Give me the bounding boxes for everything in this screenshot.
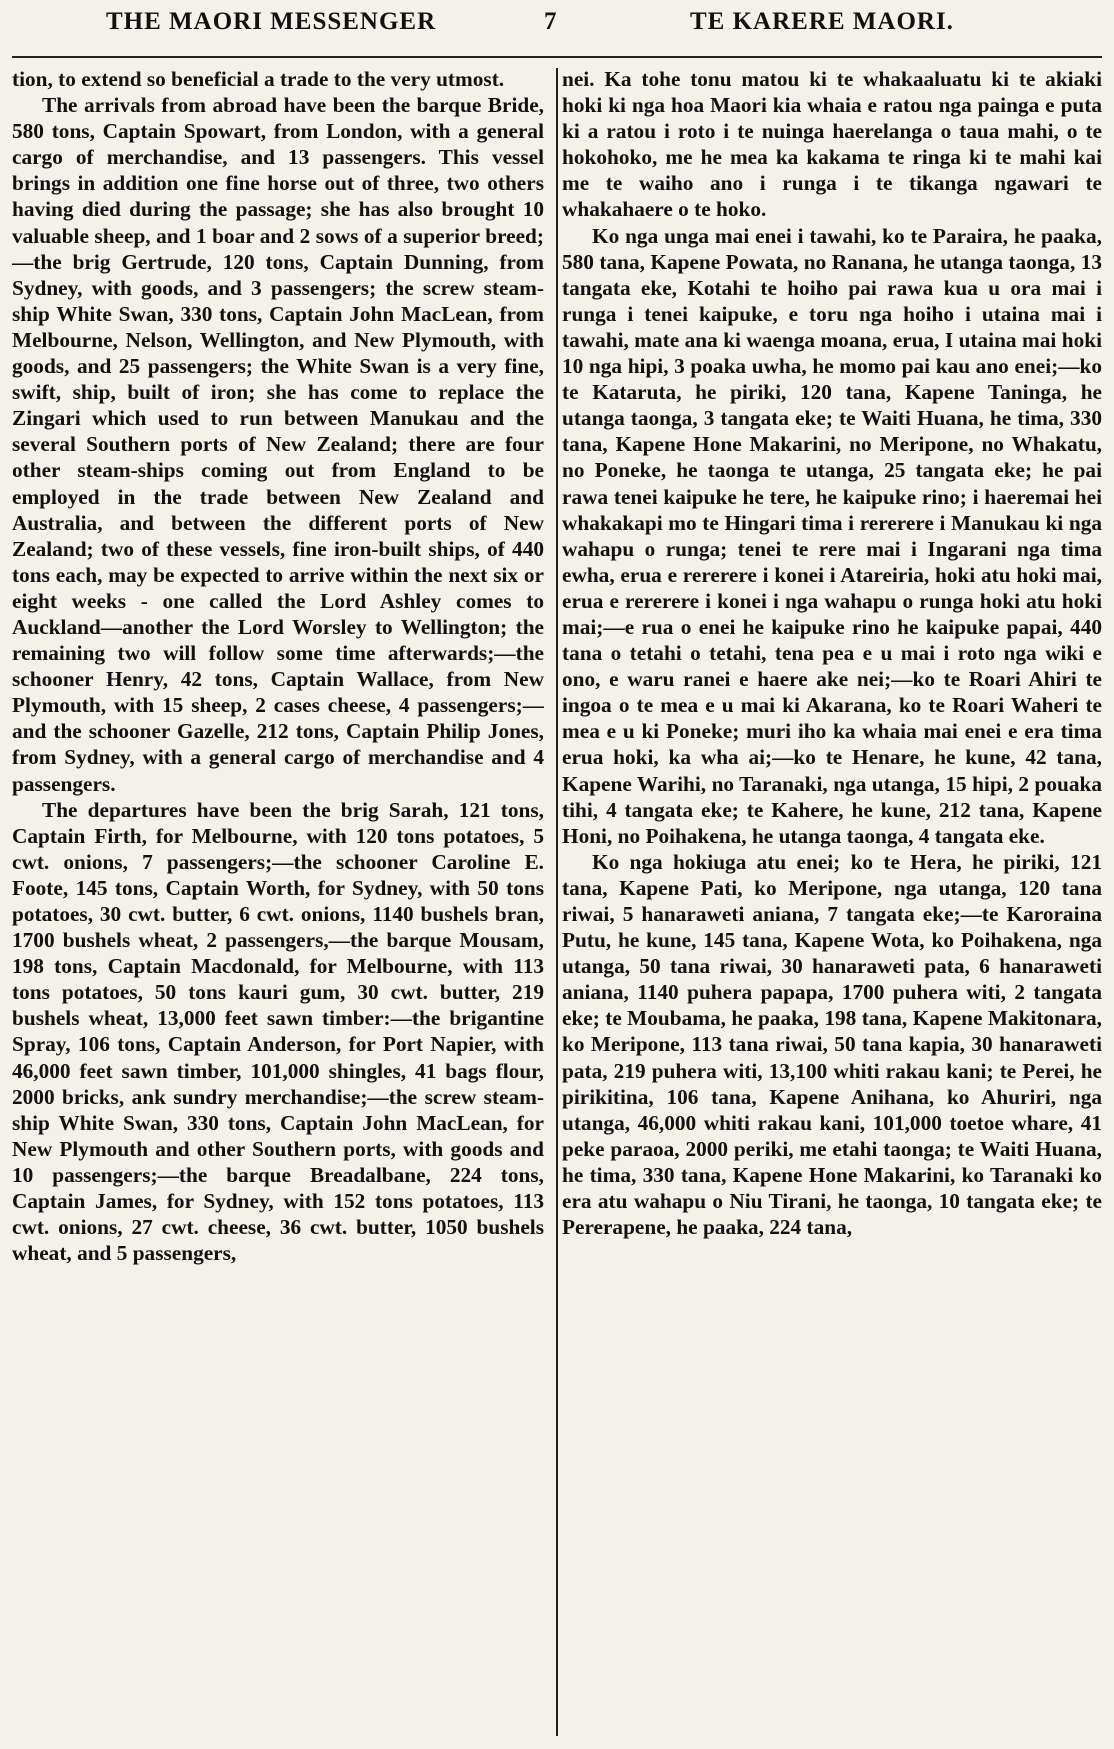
page-number: 7 xyxy=(544,8,558,35)
maori-column xyxy=(562,66,1102,1746)
maori-paragraph-arrivals: Ko nga unga mai enei i tawahi, ko te Paraira, he paaka, 580 tana, Kapene Powata, no Ranana, he utanga taonga, 13 tangata eke, Kotahi te hoiho pai rawa kua u ora mai i runga i tenei kaipuke, e toru nga hoiho i utaina mai i tawahi, mate ana ki waenga moana, erua, I utaina mai hoki 10 nga hipi, 3 poaka uwha, he momo pai kau ano enei;—ko te Kataruta, he piriki, 120 tana, Kapene Taninga, he utanga taonga, 3 tangata eke; te Waiti Huana, he tima, 330 tana, Kapene Hone Makarini, no Meripone, no Whakatu, no Poneke, he taonga te utanga, 25 tangata eke; he pai rawa tenei kaipuke he tere, he kaipuke rino; i haeremai hei whakakapi mo te Hingari tima i rererere i Manukau ki nga wahapu o runga; tenei te rere mai i Ingarani nga tima ewha, erua e rererere i konei i Atareiria, hoki atu hoki mai, erua e rererere i konei i nga wahapu o runga hoki atu hoki mai;—e rua o enei he kaipuke rino he kaipuke papai, 440 tana o tetahi o tetahi, tena pea e u mai i roto nga wiki e ono, e waru ranei e haere ake nei;—ko te Roari Ahiri te ingoa o te mea e u mai ki Akarana, ko te Roari Waheri te mea e u ki Poneke; muri iho ka whaia mai enei e era tima erua hoki, ka wha ai;—ko te Henare, he kune, 42 tana, Kapene Warihi, no Taranaki, nga utanga, 15 hipi, 2 pouaka tihi, 4 tangata eke; te Kahere, he kune, 212 tana, Kapene Honi, no Poihakena, he utanga taonga, 4 tangata eke. xyxy=(562,223,1102,848)
maori-masthead: TE KARERE MAORI. xyxy=(690,8,954,35)
english-paragraph-arrivals: The arrivals from abroad have been the barque Bride, 580 tons, Captain Spowart, from London, with a general cargo of merchandise, and 13 passengers. This vessel brings in addition one fine horse out of three, two others having died during the passage; she has also brought 10 valuable sheep, and 1 boar and 2 sows of a superior breed;—the brig Gertrude, 120 tons, Captain Dunning, from Sydney, with goods, and 3 passengers; the screw steam-ship White Swan, 330 tons, Captain John MacLean, from Melbourne, Nelson, Wellington, and New Plymouth, with goods, and 25 passengers; the White Swan is a very fine, swift, ship, built of iron; she has come to replace the Zingari which used to run between Manukau and the several Southern ports of New Zealand; there are four other steam-ships coming out from England to be employed in the trade between New Zealand and Australia, and between the different ports of New Zealand; two of these vessels, fine iron-built ships, of 440 tons each, may be expected to arrive within the next six or eight weeks - one called the Lord Ashley comes to Auckland—another the Lord Worsley to Wellington; the remaining two will follow some time afterwards;—the schooner Henry, 42 tons, Captain Wallace, from New Plymouth, with 15 sheep, 2 cases cheese, 4 passengers;—and the schooner Gazelle, 212 tons, Captain Philip Jones, from Sydney, with a general cargo of merchandise and 4 passengers. xyxy=(12,93,544,796)
maori-paragraph-continuation: nei. Ka tohe tonu matou ki te whakaaluatu ki te akiaki hoki ki nga hoa Maori kia whaia e ratou nga painga e puta ki a ratou i roto i te nuinga haerelanga o taua mahi, o te hokohoko, me he mea ka kakama te ringa ki te mahi kai me te waiho ano i runga i te tikanga ngawari te whakahaere o te hoko. xyxy=(562,67,1102,222)
english-column xyxy=(12,66,544,1746)
header-rule xyxy=(12,56,1102,58)
english-paragraph-continuation: tion, to extend so beneficial a trade to the very utmost. xyxy=(12,67,505,91)
maori-paragraph-departures: Ko nga hokiuga atu enei; ko te Hera, he piriki, 121 tana, Kapene Pati, ko Meripone, nga utanga, 120 tana riwai, 5 hanaraweti aniana, 7 tangata eke;—te Karoraina Putu, he kune, 145 tana, Kapene Wota, ko Poihakena, nga utanga, 50 tana riwai, 30 hanaraweti pata, 6 hanaraweti aniana, 1140 puhera papapa, 1700 puhera witi, 2 tangata eke; te Moubama, he paaka, 198 tana, Kapene Makitonara, ko Meripone, 113 tana riwai, 50 tana kapia, 30 hanaraweti pata, 219 puhera witi, 13,100 whiti rakau kani; te Perei, he pirikitina, 106 tana, Kapene Anihana, ko Ahuriri, nga utanga, 46,000 whiti rakau kani, 101,000 toetoe whare, 41 peke paraoa, 2000 periki, me etahi taonga; te Waiti Huana, he tima, 330 tana, Kapene Hone Makarini, ko Taranaki ko era atu wahapu o Niu Tirani, he taonga, 10 tangata eke; te Pererapene, he paaka, 224 tana, xyxy=(562,849,1102,1240)
page-header xyxy=(0,0,1114,62)
english-masthead: THE MAORI MESSENGER xyxy=(106,8,437,35)
column-divider xyxy=(556,68,558,1736)
english-paragraph-departures: The departures have been the brig Sarah, 121 tons, Captain Firth, for Melbourne, with 120 tons potatoes, 5 cwt. onions, 7 passengers;—the schooner Caroline E. Foote, 145 tons, Captain Worth, for Sydney, with 50 tons potatoes, 30 cwt. butter, 6 cwt. onions, 1140 bushels bran, 1700 bushels wheat, 2 passengers,—the barque Mousam, 198 tons, Captain Macdonald, for Melbourne, with 113 tons potatoes, 50 tons kauri gum, 30 cwt. butter, 219 bushels wheat, 13,000 feet sawn timber:—the brigantine Spray, 106 tons, Captain Anderson, for Port Napier, with 46,000 feet sawn timber, 101,000 shingles, 41 bags flour, 2000 bricks, ank sundry merchandise;—the screw steam-ship White Swan, 330 tons, Captain John MacLean, for New Plymouth and other Southern ports, with goods and 10 passengers;—the barque Breadalbane, 224 tons, Captain James, for Sydney, with 152 tons potatoes, 113 cwt. onions, 27 cwt. cheese, 36 cwt. butter, 1050 bushels wheat, and 5 passengers, xyxy=(12,797,544,1266)
